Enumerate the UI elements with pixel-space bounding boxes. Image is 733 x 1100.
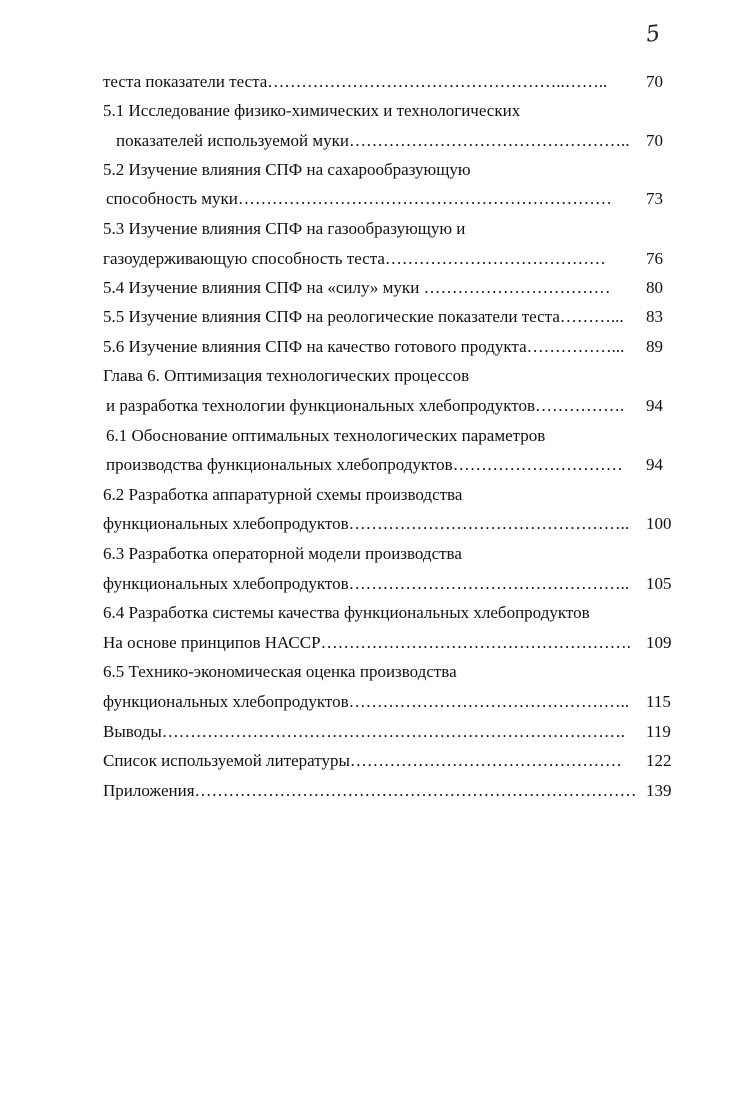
toc-entry-page: 80 <box>646 278 663 297</box>
toc-entry-text: Список используемой литературы………………………………………… <box>103 751 622 770</box>
toc-entry-text: 5.1 Исследование физико-химических и технологических <box>103 101 521 120</box>
toc-entry-page: 70 <box>646 131 663 150</box>
toc-entry-text: 6.4 Разработка системы качества функциональных хлебопродуктов <box>103 603 590 622</box>
handwritten-page-number: 5 <box>644 21 662 48</box>
toc-entry-page: 94 <box>646 455 663 474</box>
toc-entry-text: функциональных хлебопродуктов………………………………………….. <box>103 514 630 533</box>
toc-entry-text: На основе принципов НАССР………………………………………………. <box>103 633 631 652</box>
toc-entry-text: функциональных хлебопродуктов………………………………………….. <box>103 692 630 711</box>
toc-entry-page: 100 <box>646 514 672 533</box>
toc-entry-text: 5.2 Изучение влияния СПФ на сахарообразующую <box>103 160 471 179</box>
toc-entry-page: 94 <box>646 396 663 415</box>
toc-entry-page: 122 <box>646 751 672 770</box>
toc-entry-text: 5.5 Изучение влияния СПФ на реологические показатели теста………... <box>103 307 624 326</box>
toc-entry-page: 76 <box>646 249 663 268</box>
toc-entry-page: 109 <box>646 633 672 652</box>
toc-entry-text: показателей используемой муки………………………………………….. <box>116 131 630 150</box>
toc-entry-page: 119 <box>646 722 671 741</box>
toc-entry-page: 73 <box>646 189 663 208</box>
toc-entry-text: газоудерживающую способность теста………………………………… <box>103 249 606 268</box>
toc-entry-text: функциональных хлебопродуктов………………………………………….. <box>103 574 630 593</box>
toc-entry-text: Глава 6. Оптимизация технологических процессов <box>103 366 470 385</box>
toc-entry-text: производства функциональных хлебопродуктов………………………… <box>106 455 623 474</box>
toc-entry-page: 89 <box>646 337 663 356</box>
toc-entry-text: Приложения…………………………………………………………………… <box>103 781 637 800</box>
toc-entry-text: 5.3 Изучение влияния СПФ на газообразующую и <box>103 219 466 238</box>
toc-entry-page: 115 <box>646 692 671 711</box>
toc-entry-page: 70 <box>646 72 663 91</box>
toc-entry-text: 6.3 Разработка операторной модели производства <box>103 544 462 563</box>
toc-entry-page: 105 <box>646 574 672 593</box>
toc-entry-text: способность муки………………………………………………………… <box>106 189 612 208</box>
toc-entry-page: 139 <box>646 781 672 800</box>
toc-entry-text: Выводы………………………………………………………………………. <box>103 722 626 741</box>
toc-entry-text: 6.5 Технико-экономическая оценка производства <box>103 662 457 681</box>
toc-entry-text: 6.2 Разработка аппаратурной схемы производства <box>103 485 463 504</box>
toc-entry-text: 6.1 Обоснование оптимальных технологических параметров <box>106 426 546 445</box>
toc-entry-text: и разработка технологии функциональных хлебопродуктов……………. <box>106 396 625 415</box>
toc-entry-text: 5.6 Изучение влияния СПФ на качество готового продукта……………... <box>103 337 625 356</box>
toc-entry-text: теста показатели теста……………………………………………..…….. <box>103 72 608 91</box>
toc-entry-text: 5.4 Изучение влияния СПФ на «силу» муки …………………………… <box>103 278 611 297</box>
toc-entry-page: 83 <box>646 307 663 326</box>
